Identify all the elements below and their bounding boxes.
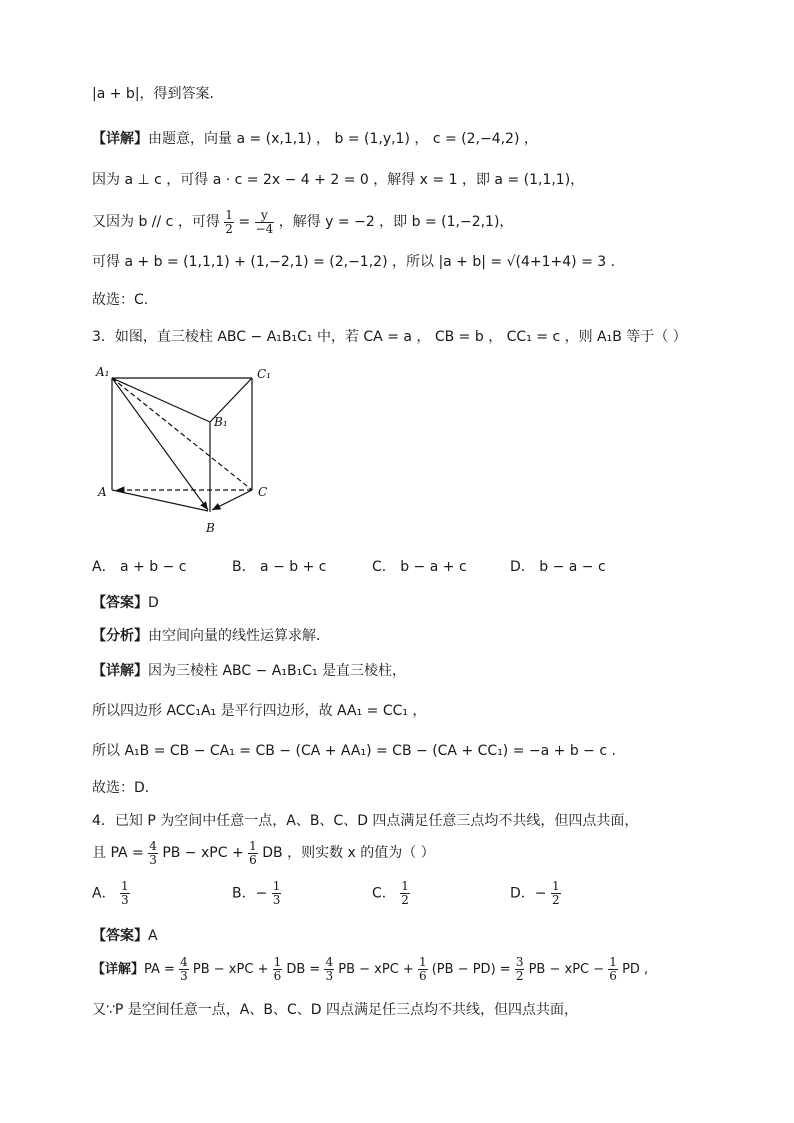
answer-value: A: [148, 928, 158, 944]
fraction-y-over-minus4: [255, 209, 275, 236]
expr-part: PB − xPC +: [192, 962, 269, 977]
detail-tag: 【详解】: [92, 131, 148, 147]
text-line-1: [92, 84, 214, 104]
q4-option-c: [372, 880, 410, 907]
detail-3d: [92, 778, 159, 798]
frac-denominator: 3: [149, 852, 157, 867]
text-line-3: [92, 170, 584, 190]
frac-numerator: 1: [121, 879, 129, 893]
solve-y-text: ，解得 y = −2 ，即 b = (1,−2,1)，: [278, 214, 514, 230]
frac-denominator: 3: [180, 969, 188, 983]
answer-3: [92, 593, 159, 613]
label-c: C: [258, 485, 268, 499]
frac-denominator: 6: [418, 969, 427, 983]
option-fraction: [551, 880, 561, 907]
detail-3b: [92, 701, 426, 721]
prism-figure: [92, 360, 292, 540]
q3-option-d: D． b − a − c: [510, 559, 606, 575]
frac-numerator: 4: [325, 955, 334, 969]
option-label: C．: [372, 885, 396, 902]
answer-tag: 【答案】: [92, 595, 148, 611]
edge-a1-b1: [112, 378, 210, 422]
q3-option-a: A． a + b − c: [92, 559, 187, 575]
q4-expr-start: 且 PA =: [92, 845, 144, 861]
frac-denominator: 2: [225, 221, 233, 236]
equals-sign: =: [238, 214, 251, 230]
frac-denominator: 2: [401, 893, 409, 907]
detail-3a: [92, 661, 406, 681]
text-line-5: [92, 252, 615, 272]
label-c1: C₁: [257, 367, 271, 381]
option-label: A．: [92, 885, 116, 902]
q4-option-a: [92, 880, 130, 907]
frac-numerator: y: [255, 209, 275, 223]
frac-numerator: 1: [272, 879, 281, 893]
frac-denominator: 6: [249, 852, 257, 867]
detail-text: 由题意，向量 a = (x,1,1) ， b = (1,y,1) ， c = (2,−4,2) ，: [148, 131, 538, 147]
detail-3c: [92, 741, 616, 761]
frac-numerator: 1: [401, 879, 409, 893]
q3-option-b: B． a − b + c: [232, 559, 327, 575]
frac-denominator: 2: [515, 969, 524, 983]
frac-numerator: 1: [609, 955, 617, 969]
frac-denominator: 6: [273, 969, 282, 983]
perp-condition-text: 因为 a ⊥ c ，可得 a · c = 2x − 4 + 2 = 0 ，解得 x = 1 ，即 a = (1,1,1)，: [92, 172, 585, 188]
text-line-4: [92, 207, 513, 237]
detail-4b: [92, 1000, 578, 1020]
q4-option-b: [232, 880, 281, 907]
fraction-one-half: [224, 209, 234, 236]
frac-numerator: 1: [225, 207, 233, 222]
answer-value: D: [148, 595, 159, 611]
answer-4: [92, 926, 158, 946]
detail-tag: 【详解】: [92, 962, 145, 977]
diagonal-a1-c: [112, 378, 252, 490]
fraction: [515, 956, 525, 983]
choice-d-text: 故选：D．: [92, 780, 159, 796]
fraction: [608, 956, 618, 983]
frac-numerator: 1: [249, 838, 257, 853]
frac-numerator: 1: [551, 879, 560, 893]
detail-4a: [92, 955, 648, 985]
frac-numerator: 1: [418, 955, 427, 969]
label-a1: A₁: [96, 365, 110, 379]
detail-text: 因为三棱柱 ABC − A₁B₁C₁ 是直三棱柱，: [148, 663, 407, 679]
edge-a-b: [112, 490, 208, 511]
label-a: A: [98, 485, 107, 499]
q4-expr-end: DB ，则实数 x 的值为（ ）: [262, 845, 435, 861]
option-sign: −: [255, 885, 268, 902]
choice-c-text: 故选：C.: [92, 292, 149, 308]
vector-derivation-text: 所以 A₁B = CB − CA₁ = CB − (CA + AA₁) = CB − (CA + CC₁) = −a + b − c .: [92, 743, 616, 759]
expr-part: PD ,: [622, 962, 649, 977]
parallel-condition-text: 又因为 b // c ，可得: [92, 214, 220, 230]
fraction-1-6: [248, 840, 258, 867]
analysis-3: [92, 626, 330, 646]
question-3: [92, 327, 687, 347]
fraction-4-3: [148, 840, 158, 867]
text-line-2: [92, 129, 538, 149]
q4-expr-mid: PB − xPC +: [162, 845, 244, 861]
frac-numerator: 3: [515, 955, 524, 969]
option-fraction: [120, 880, 130, 907]
text-line-6: [92, 290, 148, 310]
frac-denominator: −4: [255, 221, 274, 236]
analysis-text: 由空间向量的线性运算求解．: [148, 628, 330, 644]
label-b: B: [206, 521, 215, 535]
detail-tag: 【详解】: [92, 663, 148, 679]
frac-numerator: 1: [273, 955, 282, 969]
question-4-text: 4．已知 P 为空间中任意一点，A、B、C、D 四点满足任意三点均不共线，但四点共面，: [92, 813, 639, 829]
option-label: B．: [232, 885, 256, 902]
q3-option-c: C． b − a + c: [372, 559, 467, 575]
option-fraction: [400, 880, 410, 907]
option-sign: −: [534, 885, 547, 902]
frac-denominator: 2: [551, 893, 560, 907]
expr-part: (PB − PD) =: [431, 962, 511, 977]
frac-numerator: 4: [149, 838, 157, 853]
option-label: D．: [510, 885, 535, 902]
edge-c-b: [212, 490, 252, 510]
q4-option-d: [510, 880, 561, 907]
expr-part: PB − xPC +: [338, 962, 414, 977]
expr-part: PA =: [144, 962, 175, 977]
fraction: [324, 956, 334, 983]
frac-denominator: 3: [121, 893, 129, 907]
question-4a: [92, 811, 638, 831]
fraction: [179, 956, 189, 983]
solution-tail: |a + b|，得到答案.: [92, 86, 214, 102]
expr-part: PB − xPC −: [528, 962, 605, 977]
fraction: [418, 956, 428, 983]
question-3-text: 3．如图，直三棱柱 ABC − A₁B₁C₁ 中，若 CA = a ， CB = b ， CC₁ = c ，则 A₁B 等于（ ）: [92, 329, 687, 345]
sum-modulus-text: 可得 a + b = (1,1,1) + (1,−2,1) = (2,−1,2) ，所以 |a + b| = √(4+1+4) = 3 .: [92, 254, 616, 270]
frac-numerator: 4: [180, 955, 188, 969]
frac-denominator: 3: [272, 893, 281, 907]
fraction: [273, 956, 283, 983]
analysis-tag: 【分析】: [92, 628, 148, 644]
answer-tag: 【答案】: [92, 928, 148, 944]
coplanar-text: 又∵P 是空间任意一点，A、B、C、D 四点满足任三点均不共线，但四点共面，: [92, 1002, 578, 1018]
label-b1: B₁: [214, 415, 228, 429]
option-fraction: [272, 880, 282, 907]
question-4b: [92, 838, 435, 868]
frac-denominator: 6: [609, 969, 617, 983]
parallelogram-text: 所以四边形 ACC₁A₁ 是平行四边形，故 AA₁ = CC₁ ，: [92, 703, 427, 719]
expr-part: DB =: [286, 962, 321, 977]
frac-denominator: 3: [325, 969, 334, 983]
